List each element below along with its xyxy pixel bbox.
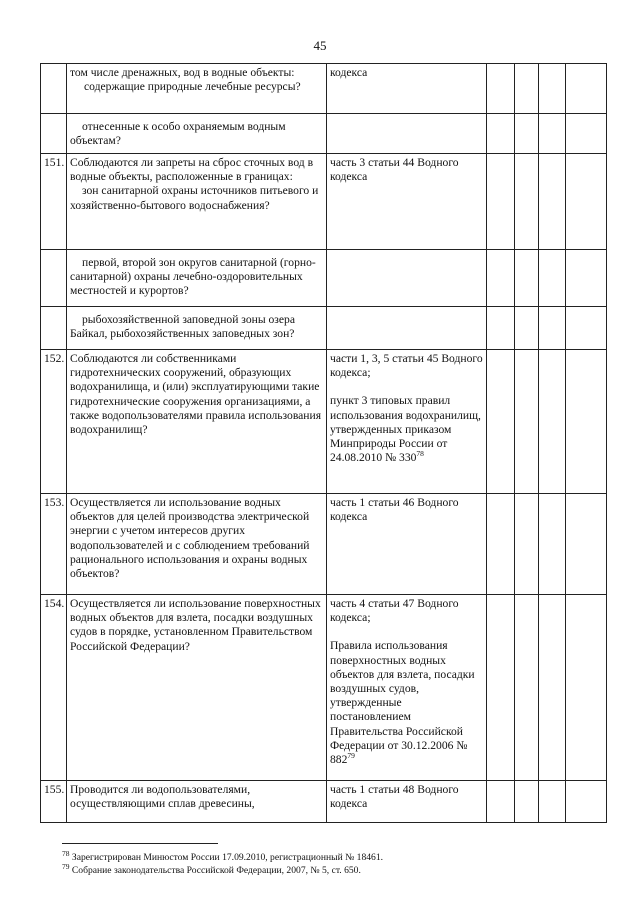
note-cell[interactable] bbox=[566, 307, 607, 350]
note-cell[interactable] bbox=[566, 154, 607, 250]
answer-cell-no[interactable] bbox=[515, 781, 539, 823]
law-text: часть 3 статьи 44 Водного кодекса bbox=[330, 156, 459, 184]
answer-cell-yes[interactable] bbox=[487, 114, 515, 154]
footnotes bbox=[62, 848, 384, 877]
answer-cell-no[interactable] bbox=[515, 494, 539, 595]
footnote-divider bbox=[62, 843, 218, 844]
answer-cell-yes[interactable] bbox=[487, 595, 515, 781]
question-cell bbox=[67, 250, 327, 307]
question-cell bbox=[67, 114, 327, 154]
question-subitem: отнесенные к особо охраняемым водным объектам? bbox=[70, 120, 286, 148]
answer-cell-yes[interactable] bbox=[487, 781, 515, 823]
row-number bbox=[41, 114, 67, 154]
note-cell[interactable] bbox=[566, 250, 607, 307]
answer-cell-na[interactable] bbox=[539, 595, 566, 781]
note-cell[interactable] bbox=[566, 350, 607, 494]
question-text: Осуществляется ли использование водных объектов для целей производства электрической энергии с учетом интересов других водопользователей и с соблюдением требований рационального использования и охраны водных объектов? bbox=[70, 496, 310, 581]
law-cell bbox=[327, 307, 487, 350]
row-number bbox=[41, 64, 67, 114]
question-cell bbox=[67, 350, 327, 494]
table-row bbox=[41, 154, 607, 250]
question-text: том числе дренажных, вод в водные объекты: bbox=[70, 66, 295, 79]
question-text: Соблюдаются ли собственниками гидротехнических сооружений, образующих водохранилища, и (или) эксплуатирующими такие гидротехнические сооружения организациями, а также водопользователями правила использования водохранилищ? bbox=[70, 352, 322, 437]
question-cell bbox=[67, 64, 327, 114]
note-cell[interactable] bbox=[566, 781, 607, 823]
row-number: 151. bbox=[41, 154, 67, 250]
question-subitem: первой, второй зон округов санитарной (горно-санитарной) охраны лечебно-оздоровительных местностей и курортов? bbox=[70, 256, 316, 298]
question-text: Проводится ли водопользователями, осуществляющими сплав древесины, bbox=[70, 783, 255, 811]
note-cell[interactable] bbox=[566, 114, 607, 154]
question-subitem: содержащие природные лечебные ресурсы? bbox=[84, 80, 301, 94]
checklist-table bbox=[40, 63, 607, 823]
law-text: кодекса bbox=[330, 66, 368, 79]
question-text: Осуществляется ли использование поверхностных водных объектов для взлета, посадки воздушных судов в порядке, установленном Правительством Российской Федерации? bbox=[70, 597, 321, 653]
answer-cell-na[interactable] bbox=[539, 64, 566, 114]
answer-cell-yes[interactable] bbox=[487, 64, 515, 114]
question-text: Соблюдаются ли запреты на сброс сточных вод в водные объекты, расположенные в границах: bbox=[70, 156, 314, 184]
question-subitem: рыбохозяйственной заповедной зоны озера Байкал, рыбохозяйственных заповедных зон? bbox=[70, 313, 295, 341]
question-cell bbox=[67, 154, 327, 250]
row-number bbox=[41, 250, 67, 307]
answer-cell-yes[interactable] bbox=[487, 494, 515, 595]
law-cell bbox=[327, 250, 487, 307]
answer-cell-no[interactable] bbox=[515, 350, 539, 494]
law-text: часть 1 статьи 48 Водного кодекса bbox=[330, 783, 459, 811]
answer-cell-yes[interactable] bbox=[487, 154, 515, 250]
table-row bbox=[41, 64, 607, 114]
law-cell bbox=[327, 154, 487, 250]
footnote-mark: 78 bbox=[62, 848, 70, 858]
law-cell bbox=[327, 494, 487, 595]
answer-cell-no[interactable] bbox=[515, 154, 539, 250]
table-row bbox=[41, 250, 607, 307]
footnote-ref: 78 bbox=[416, 449, 424, 459]
law-cell bbox=[327, 595, 487, 781]
footnote-mark: 79 bbox=[62, 861, 70, 871]
question-cell bbox=[67, 595, 327, 781]
answer-cell-yes[interactable] bbox=[487, 307, 515, 350]
footnote-text: Собрание законодательства Российской Федерации, 2007, № 5, ст. 650. bbox=[71, 865, 361, 876]
table-row bbox=[41, 781, 607, 823]
table-row bbox=[41, 114, 607, 154]
row-number bbox=[41, 307, 67, 350]
law-cell bbox=[327, 114, 487, 154]
law-text: часть 4 статьи 47 Водного кодекса; bbox=[330, 597, 459, 625]
question-cell bbox=[67, 494, 327, 595]
question-subitem: зон санитарной охраны источников питьевого и хозяйственно-бытового водоснабжения? bbox=[70, 184, 319, 212]
answer-cell-yes[interactable] bbox=[487, 350, 515, 494]
row-number: 155. bbox=[41, 781, 67, 823]
law-cell bbox=[327, 350, 487, 494]
law-cell bbox=[327, 64, 487, 114]
answer-cell-no[interactable] bbox=[515, 250, 539, 307]
answer-cell-na[interactable] bbox=[539, 350, 566, 494]
page-number: 45 bbox=[313, 38, 327, 53]
answer-cell-na[interactable] bbox=[539, 250, 566, 307]
table-row bbox=[41, 350, 607, 494]
answer-cell-na[interactable] bbox=[539, 307, 566, 350]
answer-cell-na[interactable] bbox=[539, 494, 566, 595]
footnote-ref: 79 bbox=[347, 751, 355, 761]
answer-cell-no[interactable] bbox=[515, 307, 539, 350]
answer-cell-na[interactable] bbox=[539, 154, 566, 250]
answer-cell-na[interactable] bbox=[539, 781, 566, 823]
table-row bbox=[41, 307, 607, 350]
law-text: части 1, 3, 5 статьи 45 Водного кодекса; bbox=[330, 352, 483, 380]
table-row bbox=[41, 595, 607, 781]
law-cell bbox=[327, 781, 487, 823]
answer-cell-no[interactable] bbox=[515, 114, 539, 154]
footnote bbox=[62, 848, 384, 864]
footnote bbox=[62, 861, 383, 877]
note-cell[interactable] bbox=[566, 64, 607, 114]
footnote-text: Зарегистрирован Минюстом России 17.09.2010, регистрационный № 18461. bbox=[71, 852, 384, 863]
table-row bbox=[41, 494, 607, 595]
note-cell[interactable] bbox=[566, 595, 607, 781]
row-number: 152. bbox=[41, 350, 67, 494]
note-cell[interactable] bbox=[566, 494, 607, 595]
answer-cell-no[interactable] bbox=[515, 64, 539, 114]
row-number: 154. bbox=[41, 595, 67, 781]
answer-cell-no[interactable] bbox=[515, 595, 539, 781]
law-text: пункт 3 типовых правил использования водохранилищ, утвержденных приказом Минприроды России от 24.08.2010 № 330 bbox=[330, 394, 481, 465]
answer-cell-yes[interactable] bbox=[487, 250, 515, 307]
question-cell bbox=[67, 307, 327, 350]
law-text: часть 1 статьи 46 Водного кодекса bbox=[330, 496, 459, 524]
law-text: Правила использования поверхностных водных объектов для взлета, посадки воздушных судов, утвержденные постановлением Правительства Российской Федерации от 30.12.2006 № 882 bbox=[330, 639, 475, 767]
row-number: 153. bbox=[41, 494, 67, 595]
answer-cell-na[interactable] bbox=[539, 114, 566, 154]
question-cell bbox=[67, 781, 327, 823]
